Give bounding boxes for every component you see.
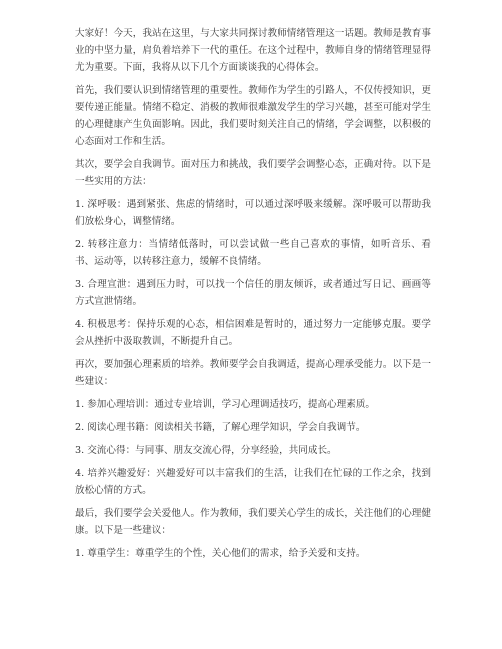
list-item-positive-thinking: 4. 积极思考：保持乐观的心态，相信困难是暂时的，通过努力一定能够克服。要学会从挫折中汲取教训，不断提升自己。 [75, 319, 431, 347]
paragraph-importance: 首先，我们要认识到情绪管理的重要性。教师作为学生的引路人，不仅传授知识，更要传递正能量。情绪不稳定、消极的教师很难激发学生的学习兴趣，甚至可能对学生的心理健康产生负面影响。因此，我们要时刻关注自己的情绪，学会调整，以积极的心态面对工作和生活。 [75, 85, 431, 147]
list-item-training: 1. 参加心理培训：通过专业培训，学习心理调适技巧，提高心理素质。 [75, 399, 376, 410]
list-item-reading: 2. 阅读心理书籍：阅读相关书籍，了解心理学知识，学会自我调节。 [75, 422, 366, 433]
list-item-shift-attention: 2. 转移注意力：当情绪低落时，可以尝试做一些自己喜欢的事情，如听音乐、看书、运动等，以转移注意力，缓解不良情绪。 [75, 239, 431, 267]
list-item-respect-students: 1. 尊重学生：尊重学生的个性，关心他们的需求，给予关爱和支持。 [75, 548, 366, 559]
list-item-venting: 3. 合理宣泄：遇到压力时，可以找一个信任的朋友倾诉，或者通过写日记、画画等方式宣泄情绪。 [75, 279, 431, 307]
paragraph-psychological-quality: 再次，要加强心理素质的培养。教师要学会自我调适，提高心理承受能力。以下是一些建议： [75, 359, 431, 387]
paragraph-self-regulation: 其次，要学会自我调节。面对压力和挑战，我们要学会调整心态，正确对待。以下是一些实用的方法： [75, 159, 431, 187]
paragraph-intro: 大家好！今天，我站在这里，与大家共同探讨教师情绪管理这一话题。教师是教育事业的中坚力量，肩负着培养下一代的重任。在这个过程中，教师自身的情绪管理显得尤为重要。下面，我将从以下几个方面谈谈我的心得体会。 [75, 28, 431, 73]
paragraph-care-for-others: 最后，我们要学会关爱他人。作为教师，我们要关心学生的成长，关注他们的心理健康。以下是一些建议： [75, 508, 431, 536]
list-item-deep-breathing: 1. 深呼吸：遇到紧张、焦虑的情绪时，可以通过深呼吸来缓解。深呼吸可以帮助我们放松身心，调整情绪。 [75, 199, 431, 227]
list-item-hobbies: 4. 培养兴趣爱好：兴趣爱好可以丰富我们的生活，让我们在忙碌的工作之余，找到放松心情的方式。 [75, 468, 431, 496]
document-body [75, 25, 431, 568]
list-item-sharing: 3. 交流心得：与同事、朋友交流心得，分享经验，共同成长。 [75, 445, 337, 456]
